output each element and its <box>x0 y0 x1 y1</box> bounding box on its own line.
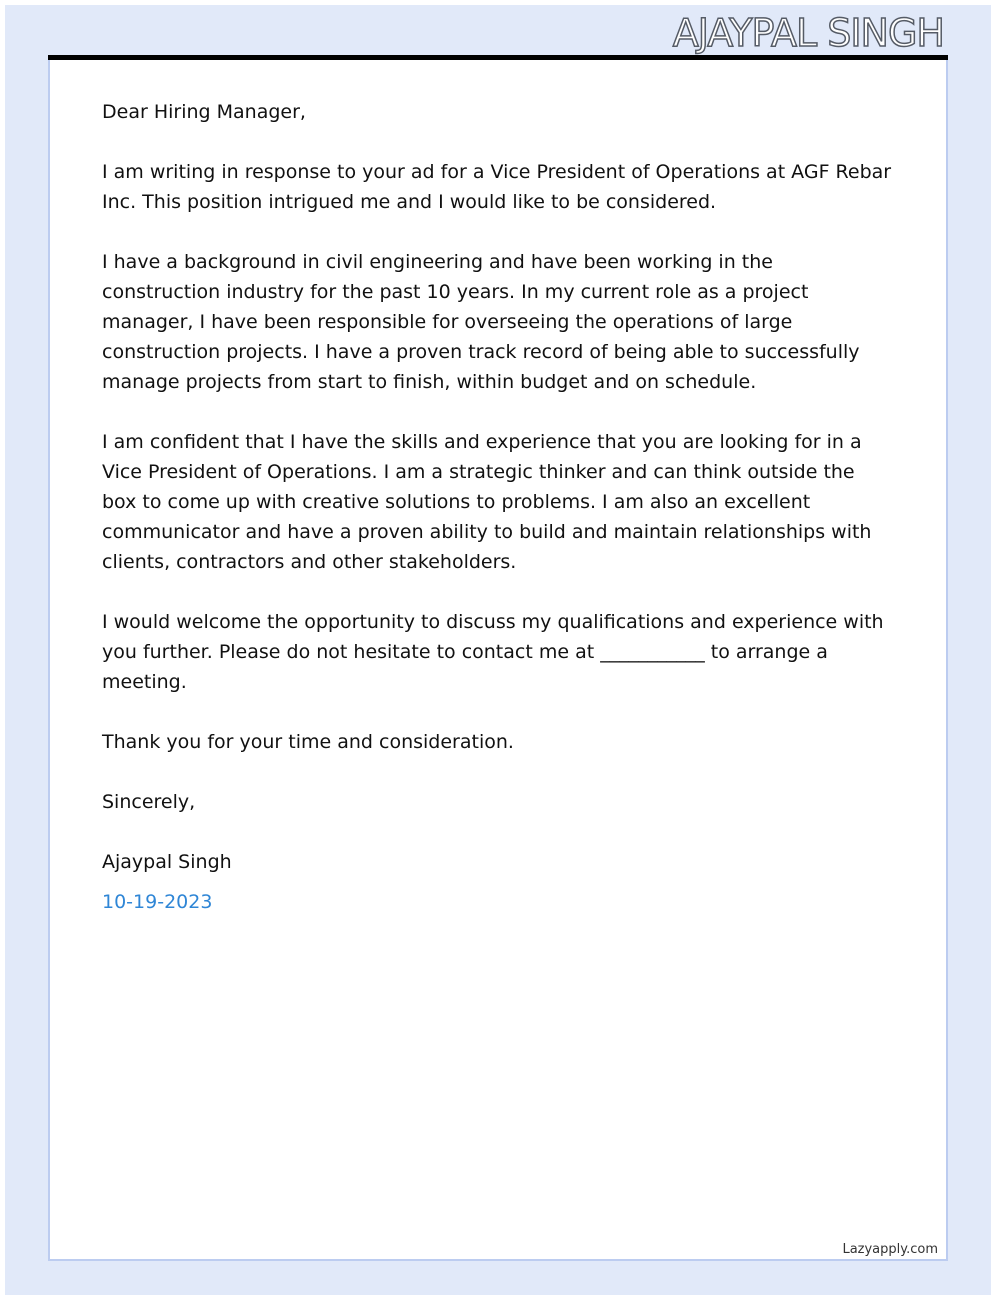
footer-brand: Lazyapply.com <box>842 1242 938 1257</box>
letter-paragraph-5: Thank you for your time and consideration. <box>102 731 514 753</box>
letter-body <box>102 97 892 917</box>
letter-paragraph-3: I am confident that I have the skills and experience that you are looking for in a Vice President of Operations. I am a strategic thinker and can think outside the box to come up with creative solutions to problems. I am also an excellent communicator and have a proven ability to build and maintain relationships with clients, contractors and other stakeholders. <box>102 431 872 573</box>
letter-paragraph-1: I am writing in response to your ad for a Vice President of Operations at AGF Rebar Inc. This position intrigued me and I would like to be considered. <box>102 161 892 213</box>
letter-greeting: Dear Hiring Manager, <box>102 101 306 123</box>
header-name: AJAYPAL SINGH <box>672 11 944 55</box>
letter-date: 10-19-2023 <box>102 891 213 913</box>
letter-paragraph-2: I have a background in civil engineering and have been working in the construction industry for the past 10 years. In my current role as a project manager, I have been responsible for overseeing the operations of large construction projects. I have a proven track record of being able to successfully manage projects from start to finish, within budget and on schedule. <box>102 251 860 393</box>
letter-paragraph-4: I would welcome the opportunity to discuss my qualifications and experience with you further. Please do not hesitate to contact me at ___________ to arrange a meeting. <box>102 611 884 693</box>
letter-closing: Sincerely, <box>102 791 196 813</box>
signature-name: Ajaypal Singh <box>102 851 232 873</box>
letter-page <box>48 60 948 1261</box>
